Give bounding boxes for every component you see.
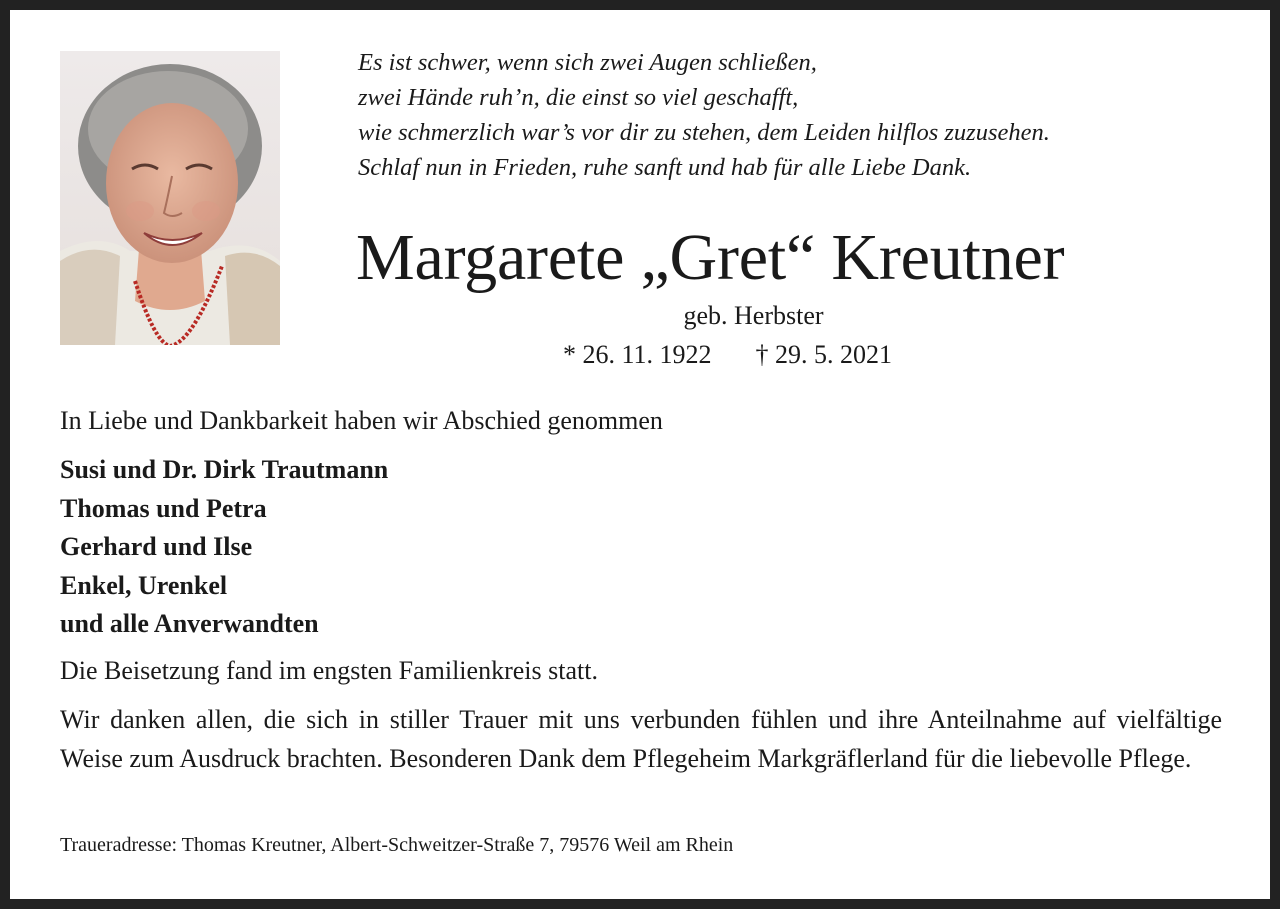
mourner-entry: Susi und Dr. Dirk Trautmann (60, 455, 389, 484)
mourner-entry: und alle Anverwandten (60, 609, 319, 638)
death-date: † 29. 5. 2021 (755, 340, 893, 369)
farewell-intro: In Liebe und Dankbarkeit haben wir Abschied genommen (60, 406, 663, 435)
portrait-photo (60, 51, 280, 345)
poem-line: Schlaf nun in Frieden, ruhe sanft und hab für alle Liebe Dank. (358, 154, 972, 181)
birth-name: geb. Herbster (683, 301, 824, 330)
mourner-entry: Enkel, Urenkel (60, 570, 228, 600)
birth-date: * 26. 11. 1922 (563, 340, 712, 369)
poem-line: wie schmerzlich war’s vor dir zu stehen, dem Leiden hilflos zuzusehen. (358, 119, 1050, 146)
burial-note: Die Beisetzung fand im engsten Familienkreis statt. (60, 656, 598, 685)
poem (358, 45, 1050, 185)
mourner-entry: Thomas und Petra (60, 493, 267, 523)
mourners-list (60, 451, 388, 644)
poem-line: Es ist schwer, wenn sich zwei Augen schließen, (358, 49, 817, 76)
thanks-paragraph: Wir danken allen, die sich in stiller Trauer mit uns verbunden fühlen und ihre Anteilnahme auf vielfältige Weise zum Ausdruck brachten. Besonderen Dank dem Pflegeheim Markgräflerland für die liebevolle Pflege. (60, 705, 1222, 773)
poem-line: zwei Hände ruh’n, die einst so viel geschafft, (358, 84, 799, 111)
deceased-name: Margarete „Gret“ Kreutner (356, 221, 1065, 294)
life-dates (563, 337, 892, 373)
mourner-entry: Gerhard und Ilse (60, 532, 253, 561)
mourning-address: Traueradresse: Thomas Kreutner, Albert-Schweitzer-Straße 7, 79576 Weil am Rhein (60, 834, 734, 856)
